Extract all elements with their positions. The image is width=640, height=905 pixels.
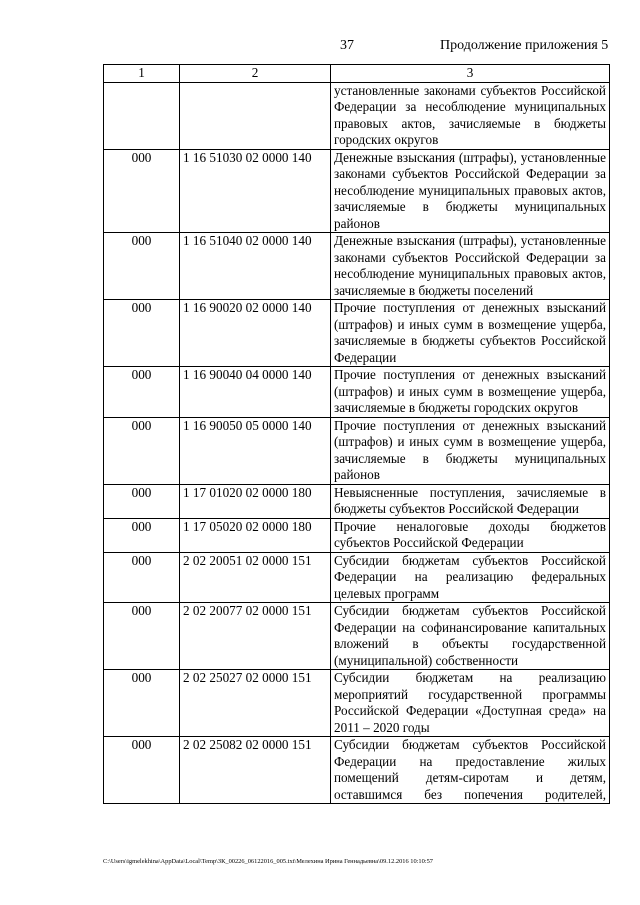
revenue-codes-table	[103, 64, 610, 804]
admin-code-cell: 000	[104, 670, 180, 737]
table-row	[104, 149, 610, 233]
table-row	[104, 484, 610, 518]
admin-code-cell: 000	[104, 603, 180, 670]
revenue-name-cell: Прочие неналоговые доходы бюджетов субъектов Российской Федерации	[331, 518, 610, 552]
admin-code-cell: 000	[104, 518, 180, 552]
revenue-name-cell: Прочие поступления от денежных взысканий (штрафов) и иных сумм в возмещение ущерба, зачисляемые в бюджеты субъектов Российской Федерации	[331, 300, 610, 367]
revenue-name-cell: Денежные взыскания (штрафы), установленные законами субъектов Российской Федерации за несоблюдение муниципальных правовых актов, зачисляемые в бюджеты муниципальных районов	[331, 149, 610, 233]
admin-code-cell: 000	[104, 300, 180, 367]
revenue-name-cell: Невыясненные поступления, зачисляемые в бюджеты субъектов Российской Федерации	[331, 484, 610, 518]
table-row	[104, 82, 610, 149]
revenue-name-cell: Субсидии бюджетам на реализацию мероприятий государственной программы Российской Федерации «Доступная среда» на 2011 – 2020 годы	[331, 670, 610, 737]
revenue-code-cell: 1 17 01020 02 0000 180	[180, 484, 331, 518]
revenue-code-cell: 1 17 05020 02 0000 180	[180, 518, 331, 552]
admin-code-cell: 000	[104, 552, 180, 603]
table-body	[104, 82, 610, 804]
page-number: 37	[340, 38, 354, 53]
revenue-code-cell: 1 16 51030 02 0000 140	[180, 149, 331, 233]
revenue-name-cell: Денежные взыскания (штрафы), установленные законами субъектов Российской Федерации за несоблюдение муниципальных правовых актов, зачисляемые в бюджеты поселений	[331, 233, 610, 300]
admin-code-cell: 000	[104, 737, 180, 804]
revenue-code-cell: 2 02 25027 02 0000 151	[180, 670, 331, 737]
revenue-code-cell: 1 16 90040 04 0000 140	[180, 367, 331, 418]
table-row	[104, 670, 610, 737]
document-path-footer: C:\Users\igmelekhina\AppData\Local\Temp\ЗК_00226_06122016_005.txt\Мелехина Ирина Геннадьевна\09.12.2016 10:10:57	[103, 858, 433, 865]
continuation-label: Продолжение приложения 5	[440, 38, 609, 53]
admin-code-cell: 000	[104, 484, 180, 518]
table-header-row	[104, 65, 610, 83]
table-row	[104, 552, 610, 603]
admin-code-cell: 000	[104, 233, 180, 300]
revenue-code-cell: 2 02 20051 02 0000 151	[180, 552, 331, 603]
revenue-name-cell: установленные законами субъектов Российской Федерации за несоблюдение муниципальных правовых актов, зачисляемые в бюджеты городских округов	[331, 82, 610, 149]
table-row	[104, 367, 610, 418]
revenue-name-cell: Субсидии бюджетам субъектов Российской Федерации на предоставление жилых помещений детям-сиротам и детям, оставшимся без попечения родителей,	[331, 737, 610, 804]
revenue-name-cell: Субсидии бюджетам субъектов Российской Федерации на реализацию федеральных целевых программ	[331, 552, 610, 603]
revenue-code-cell: 1 16 51040 02 0000 140	[180, 233, 331, 300]
column-header-1: 1	[104, 65, 180, 83]
revenue-name-cell: Субсидии бюджетам субъектов Российской Федерации на софинансирование капитальных вложений в объекты государственной (муниципальной) собственности	[331, 603, 610, 670]
admin-code-cell: 000	[104, 149, 180, 233]
table-row	[104, 417, 610, 484]
table-row	[104, 300, 610, 367]
admin-code-cell	[104, 82, 180, 149]
revenue-code-cell: 1 16 90020 02 0000 140	[180, 300, 331, 367]
admin-code-cell: 000	[104, 417, 180, 484]
revenue-name-cell: Прочие поступления от денежных взысканий (штрафов) и иных сумм в возмещение ущерба, зачисляемые в бюджеты муниципальных районов	[331, 417, 610, 484]
table-row	[104, 233, 610, 300]
revenue-code-cell: 1 16 90050 05 0000 140	[180, 417, 331, 484]
revenue-name-cell: Прочие поступления от денежных взысканий (штрафов) и иных сумм в возмещение ущерба, зачисляемые в бюджеты городских округов	[331, 367, 610, 418]
revenue-code-cell	[180, 82, 331, 149]
column-header-2: 2	[180, 65, 331, 83]
admin-code-cell: 000	[104, 367, 180, 418]
table-row	[104, 603, 610, 670]
table-row	[104, 518, 610, 552]
column-header-3: 3	[331, 65, 610, 83]
table-row	[104, 737, 610, 804]
revenue-code-cell: 2 02 25082 02 0000 151	[180, 737, 331, 804]
revenue-code-cell: 2 02 20077 02 0000 151	[180, 603, 331, 670]
